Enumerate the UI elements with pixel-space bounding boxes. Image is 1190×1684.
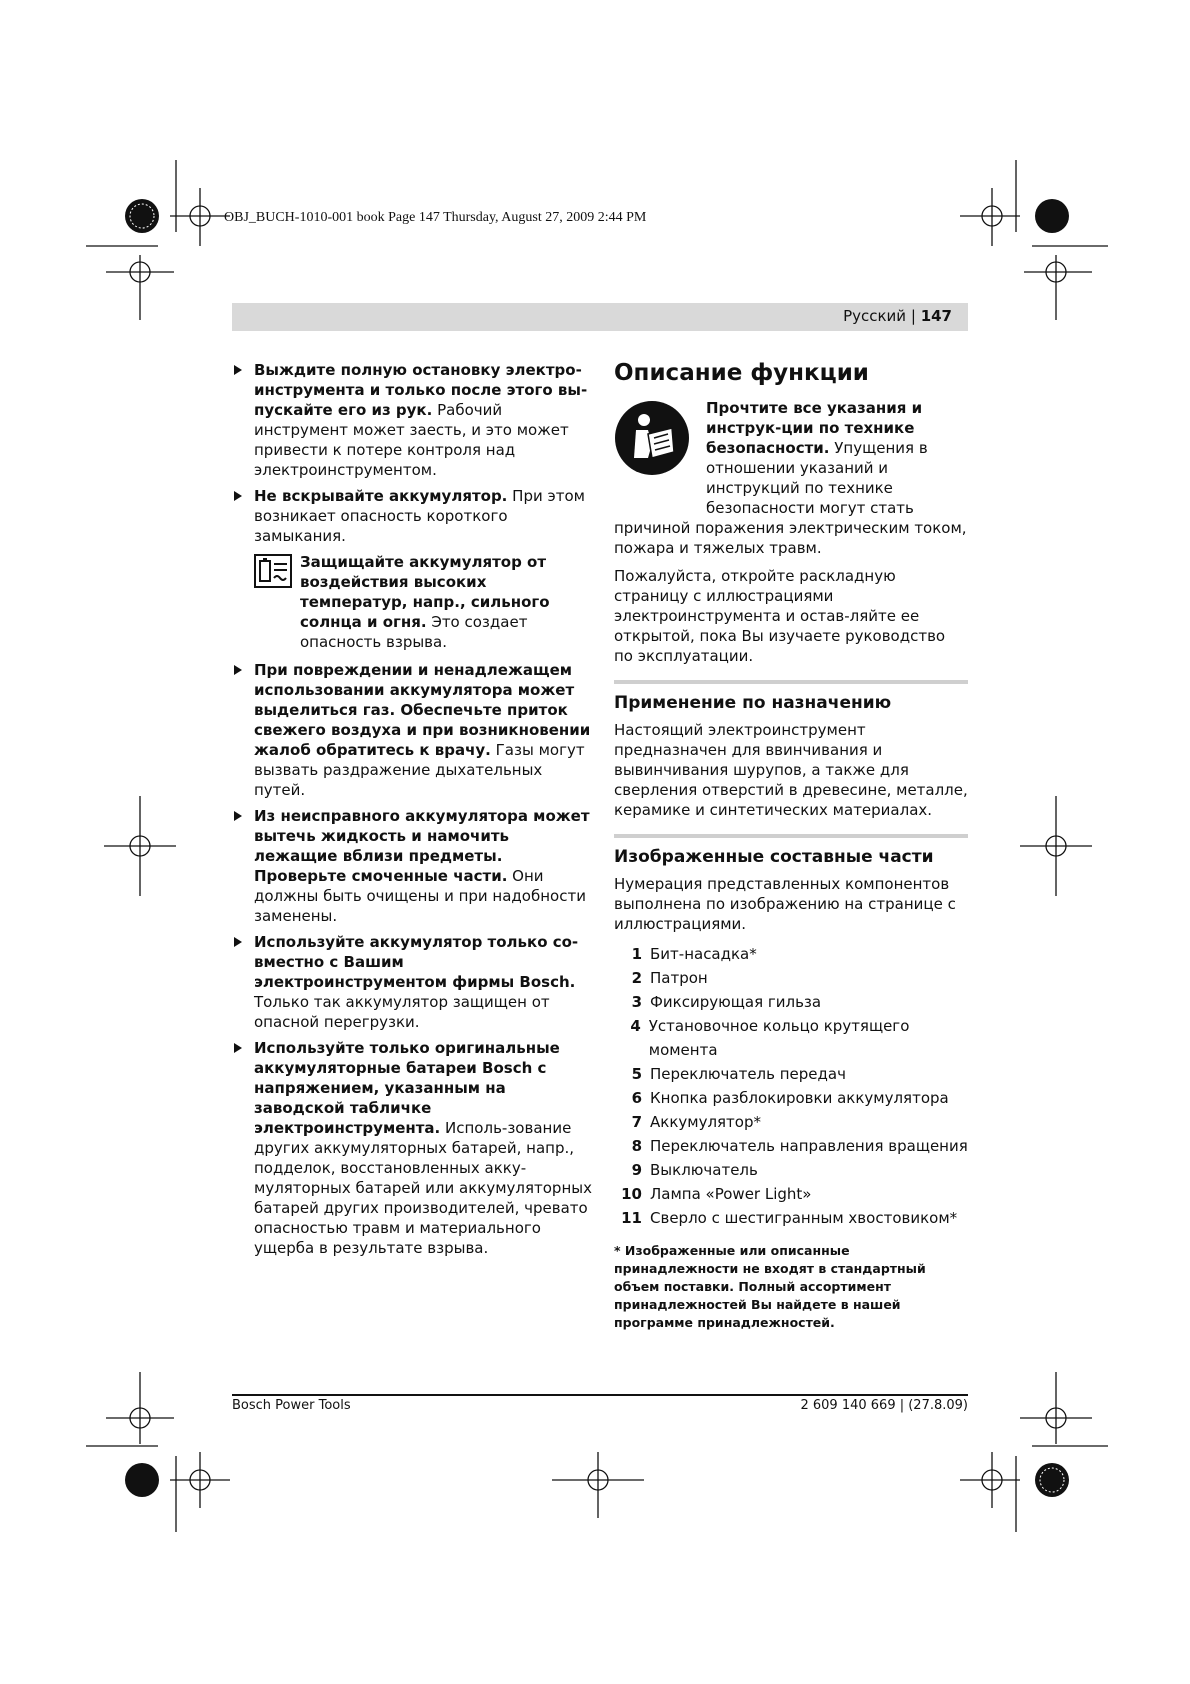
read-notice-text: Упущения в отношении указаний и инструкций по технике безопасности могут стать — [706, 439, 928, 517]
bullet-bold-text: При повреждении и ненадлежащем использовании аккумулятора может выделиться газ. Обеспечьте приток свежего воздуха и при возникновении жалоб обратитесь к врачу. — [254, 661, 591, 759]
safety-bullet — [232, 932, 592, 1032]
bullet-text: Исполь-зование других аккумуляторных батарей, напр., подделок, восстановленных акку-муляторных батарей или аккумуляторных батарей других производителей, чревато опасностью травм и материального ущерба в результате взрыва. — [254, 1119, 592, 1257]
list-item — [614, 1014, 968, 1062]
section-divider — [614, 680, 968, 684]
item-number: 4 — [630, 1017, 641, 1035]
footer-brand: Bosch Power Tools — [232, 1398, 351, 1413]
components-heading: Изображенные составные части — [614, 847, 934, 867]
footer-rule — [232, 1394, 968, 1396]
header-language: Русский — [843, 307, 907, 325]
safety-bullet — [232, 486, 592, 546]
bullet-arrow-icon — [234, 811, 242, 821]
item-number: 5 — [631, 1065, 642, 1083]
safety-bullet — [232, 1038, 592, 1258]
item-number: 10 — [621, 1185, 642, 1203]
page-header — [232, 303, 968, 331]
bullet-bold-text: Используйте только оригинальные аккумуляторные батареи Bosch с напряжением, указанным на заводской табличке электроинструмента. — [254, 1039, 560, 1137]
item-label: Переключатель направления вращения — [650, 1137, 968, 1155]
intended-use-heading: Применение по назначению — [614, 693, 892, 713]
bullet-bold-text: Из неисправного аккумулятора может вытечь жидкость и намочить лежащие вблизи предметы. Проверьте смоченные части. — [254, 807, 590, 885]
item-label: Аккумулятор* — [650, 1113, 761, 1131]
item-number: 3 — [631, 993, 642, 1011]
header-page-number: 147 — [920, 307, 952, 325]
read-manual-icon — [614, 400, 690, 476]
item-label: Бит-насадка* — [650, 945, 757, 963]
item-number: 11 — [621, 1209, 642, 1227]
left-column — [232, 360, 592, 1264]
item-label: Выключатель — [650, 1161, 758, 1179]
safety-bullet — [232, 660, 592, 800]
heat-warning — [254, 552, 592, 652]
safety-bullet — [232, 360, 592, 480]
components-intro: Нумерация представленных компонентов выполнена по изображению на странице с иллюстрациями. — [614, 875, 956, 933]
item-label: Установочное кольцо крутящего момента — [648, 1017, 910, 1059]
item-number: 9 — [631, 1161, 642, 1179]
header-label — [843, 307, 952, 325]
read-instructions-notice — [614, 398, 968, 518]
item-label: Переключатель передач — [650, 1065, 846, 1083]
list-item — [614, 1134, 968, 1158]
list-item — [614, 1206, 968, 1230]
item-label: Патрон — [650, 969, 708, 987]
read-notice-wrapped — [706, 398, 968, 518]
list-item — [614, 1158, 968, 1182]
list-item — [614, 942, 968, 966]
list-item — [614, 966, 968, 990]
list-item — [614, 990, 968, 1014]
item-label: Сверло с шестигранным хвостовиком* — [650, 1209, 958, 1227]
section-divider — [614, 834, 968, 838]
item-number: 8 — [631, 1137, 642, 1155]
bullet-arrow-icon — [234, 1043, 242, 1053]
item-number: 1 — [631, 945, 642, 963]
list-item — [614, 1062, 968, 1086]
bullet-text: Рабочий инструмент может заесть, и это может привести к потере контроля над электроинструментом. — [254, 401, 569, 479]
header-separator: | — [910, 307, 916, 325]
bullet-arrow-icon — [234, 665, 242, 675]
components-list — [614, 942, 968, 1230]
bullet-bold-text: Не вскрывайте аккумулятор. — [254, 487, 508, 505]
right-column — [614, 358, 968, 1332]
heat-warning-text: Это создает опасность взрыва. — [300, 613, 528, 651]
bullet-bold-text: Используйте аккумулятор только со-вместно с Вашим электроинструментом фирмы Bosch. — [254, 933, 579, 991]
fold-out-notice: Пожалуйста, откройте раскладную страницу с иллюстрациями электроинструмента и остав-ляйте ее открытой, пока Вы изучаете руководство по эксплуатации. — [614, 567, 946, 665]
item-number: 7 — [631, 1113, 642, 1131]
accessories-footnote: * Изображенные или описанные принадлежности не входят в стандартный объем поставки. Полный ассортимент принадлежностей Вы найдете в нашей программе принадлежностей. — [614, 1243, 926, 1330]
bullet-arrow-icon — [234, 937, 242, 947]
footer-doc-number: 2 609 140 669 | (27.8.09) — [800, 1398, 968, 1413]
print-slug: OBJ_BUCH-1010-001 book Page 147 Thursday, August 27, 2009 2:44 PM — [224, 210, 647, 225]
bullet-text: Они должны быть очищены и при надобности заменены. — [254, 867, 586, 925]
item-number: 2 — [631, 969, 642, 987]
heat-warning-bold: Защищайте аккумулятор от воздействия высоких температур, напр., сильного солнца и огня. — [300, 553, 550, 631]
intended-use-text: Настоящий электроинструмент предназначен для ввинчивания и вывинчивания шурупов, а также для сверления отверстий в древесине, металле, керамике и синтетических материалах. — [614, 721, 968, 819]
safety-bullet — [232, 806, 592, 926]
list-item — [614, 1182, 968, 1206]
section-title: Описание функции — [614, 360, 869, 386]
bullet-arrow-icon — [234, 491, 242, 501]
list-item — [614, 1086, 968, 1110]
battery-heat-warning-icon — [254, 554, 292, 588]
item-label: Лампа «Power Light» — [650, 1185, 812, 1203]
item-number: 6 — [631, 1089, 642, 1107]
read-notice-bold: Прочтите все указания и инструк-ции по технике безопасности. — [706, 399, 923, 457]
read-notice-continuation: причиной поражения электрическим током, пожара и тяжелых травм. — [614, 519, 967, 557]
list-item — [614, 1110, 968, 1134]
bullet-text: При этом возникает опасность короткого замыкания. — [254, 487, 585, 545]
item-label: Фиксирующая гильза — [650, 993, 822, 1011]
bullet-text: Только так аккумулятор защищен от опасной перегрузки. — [254, 993, 550, 1031]
bullet-bold-text: Выждите полную остановку электро-инструмента и только после этого вы-пускайте его из рук. — [254, 361, 588, 419]
item-label: Кнопка разблокировки аккумулятора — [650, 1089, 949, 1107]
bullet-text: Газы могут вызвать раздражение дыхательных путей. — [254, 741, 585, 799]
bullet-arrow-icon — [234, 365, 242, 375]
